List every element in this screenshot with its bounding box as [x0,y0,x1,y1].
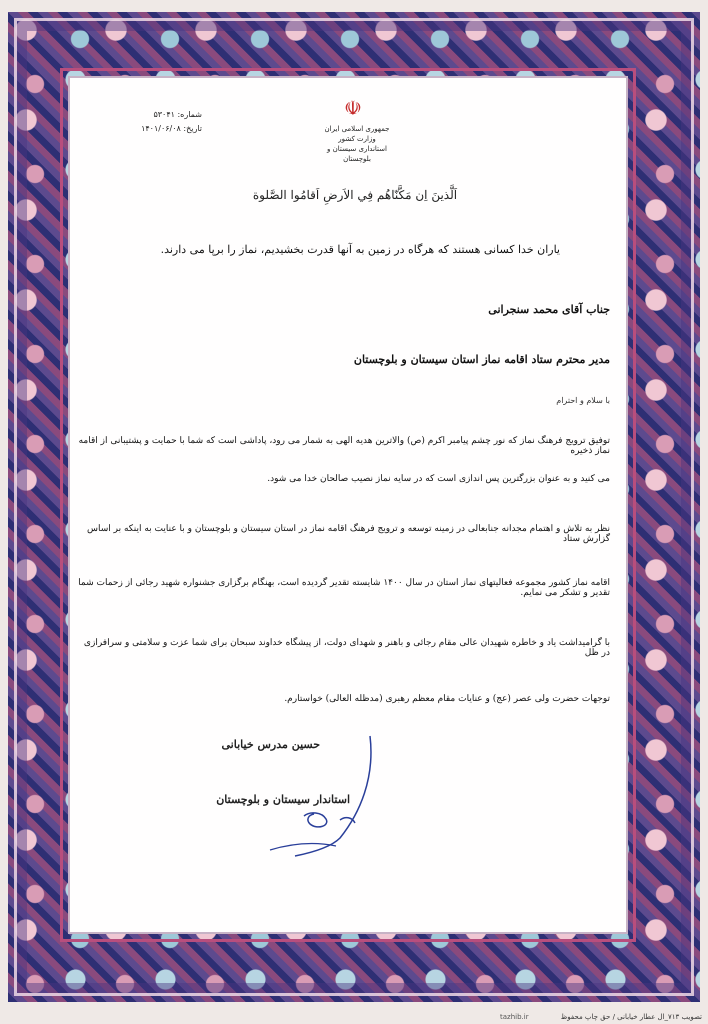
paragraph-1-line-2: می کنید و به عنوان بزرگترین پس اندازی است که در سایه نماز نصیب صالحان خدا می شود. [267,474,610,484]
signature-name: حسین مدرس خیابانی [221,738,320,751]
header-line-3: استانداری سیستان و بلوچستان [327,145,387,163]
paragraph-2-line-2: اقامه نماز کشور مجموعه فعالیتهای نماز استان در سال ۱۴۰۰ شایسته تقدیر گردیده است، بهنگام برگزاری جشنواره شهید رجائی از زحمات شما تقدیر و تشکر می نمایم. [78,578,610,598]
recipient-title: مدیر محترم ستاد اقامه نماز استان سیستان و بلوچستان [353,353,610,366]
header-line-2: وزارت کشور [338,135,376,143]
site-watermark: tazhib.ir [500,1013,529,1021]
certificate-paper [68,76,628,934]
paragraph-3-line-2: توجهات حضرت ولی عصر (عج) و عنایات مقام معظم رهبری (مدظله العالی) خواستارم. [284,694,610,704]
recipient-name: جناب آقای محمد سنجرانی [488,303,610,316]
document-date: تاریخ: ۱۴۰۱/۰۶/۰۸ [141,124,202,133]
ministry-header [317,124,397,164]
iran-emblem-icon: ☫ [344,96,362,120]
paragraph-1-line-1: توفیق ترویج فرهنگ نماز که نور چشم پیامبر اکرم (ص) والاترین هدیه الهی به شمار می رود، پاداشی است که شما با حمایت و پشتیبانی از اقامه نماز ذخیره [78,436,610,456]
salutation: با سلام و احترام [556,396,610,405]
signature-role: استاندار سیستان و بلوچستان [216,793,350,806]
paragraph-3-line-1: با گرامیداشت یاد و خاطره شهیدان عالی مقام رجائی و باهنر و شهدای دولت، از پیشگاه خداوند سبحان برای شما عزت و سلامتی و سرافرازی در ظل [83,638,610,658]
header-line-1: جمهوری اسلامی ایران [324,125,390,133]
document-number: شماره: ۵۳۰۴۱ [153,110,202,119]
handwritten-signature-icon [250,718,380,858]
footer-caption: تصویب ۷۱۳_ال عطار خیابانی / حق چاپ محفوظ [560,1013,702,1021]
verse-translation: یاران خدا کسانی هستند که هرگاه در زمین به آنها قدرت بخشیدیم، نماز را برپا می دارند. [160,243,560,256]
paragraph-2-line-1: نظر به تلاش و اهتمام مجدانه جنابعالی در زمینه توسعه و ترویج فرهنگ اقامه نماز در استان سیستان و بلوچستان و با عنایت به اینکه بر اساس گزارش ستاد [87,524,610,544]
quran-verse: اَلَّذينَ اِن مَكَّنّاهُم فِي الاَرضِ اَقامُوا الصَّلوة [252,188,458,202]
document-meta [82,108,202,136]
